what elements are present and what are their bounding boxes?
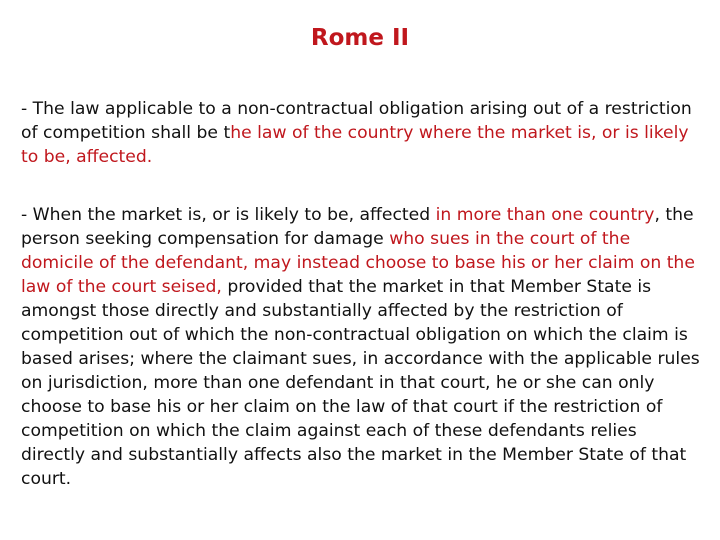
- paragraph-2-highlight-1: in more than one country: [435, 205, 655, 225]
- paragraph-1-text: - The law applicable to a non-contractual obligation arising out of a restriction of competition shall be t: [21, 99, 692, 143]
- paragraph-2-text-3: provided that the market in that Member State is amongst those directly and substantially affected by the restriction of competition out of which the non-contractual obligation on which the claim is based arises; where the claimant sues, in accordance with the applicable rules on jurisdiction, more than one defendant in that court, he or she can only choose to base his or her claim on the law of that court if the restriction of competition on which the claim against each of these defendants relies directly and substantially affects also the market in the Member State of that court.: [21, 277, 700, 489]
- paragraph-2-text-1: - When the market is, or is likely to be, affected: [21, 205, 436, 225]
- paragraph-1: [21, 97, 701, 169]
- paragraph-2-highlight-2: who sues in the court of the domicile of the defendant, may instead choose to base his or her claim on the law of the court seised,: [21, 229, 695, 297]
- paragraph-2-text-2: , the person seeking compensation for damage: [21, 205, 694, 249]
- paragraph-1-highlight: he law of the country where the market is, or is likely to be, affected.: [21, 123, 689, 167]
- paragraph-2: [21, 203, 701, 491]
- slide-title: Rome II: [310, 25, 410, 51]
